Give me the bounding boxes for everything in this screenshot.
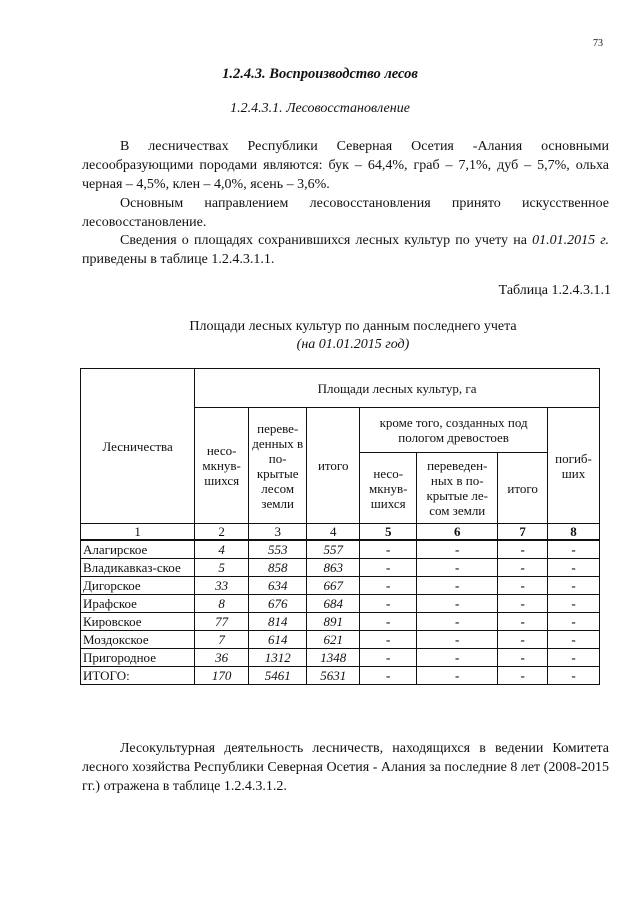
under-canopy-total-cell: - — [498, 595, 548, 613]
uncovered-cell: 5 — [195, 559, 249, 577]
table-row — [81, 540, 600, 559]
under-canopy-transferred-cell: - — [417, 631, 498, 649]
header-forestry: Лесничества — [81, 369, 195, 524]
paragraph-date: 01.01.2015 г. — [532, 233, 609, 248]
forestry-name-cell: Пригородное — [81, 649, 195, 667]
under-canopy-total-cell: - — [498, 540, 548, 559]
column-number-row — [81, 524, 600, 541]
under-canopy-uncovered-cell: - — [360, 631, 417, 649]
header-total: итого — [307, 408, 360, 524]
under-canopy-total-cell: - — [498, 577, 548, 595]
table-row — [81, 667, 600, 685]
transferred-cell: 5461 — [249, 667, 307, 685]
column-number: 6 — [417, 524, 498, 541]
table-label: Таблица 1.2.4.3.1.1 — [498, 283, 611, 298]
dead-cell: - — [548, 540, 600, 559]
paragraph-table-reference — [82, 231, 609, 269]
uncovered-cell: 33 — [195, 577, 249, 595]
dead-cell: - — [548, 559, 600, 577]
forestry-name-cell: ИТОГО: — [81, 667, 195, 685]
under-canopy-uncovered-cell: - — [360, 577, 417, 595]
transferred-cell: 553 — [249, 540, 307, 559]
table-row — [81, 613, 600, 631]
column-number: 3 — [249, 524, 307, 541]
total-cell: 684 — [307, 595, 360, 613]
under-canopy-uncovered-cell: - — [360, 613, 417, 631]
table-caption — [0, 318, 640, 354]
header-sub-uncovered: несо-мкнув-шихся — [360, 453, 417, 524]
table-row — [81, 595, 600, 613]
paragraph-activity-reference: Лесокультурная деятельность лесничеств, находящихся в ведении Комитета лесного хозяйства Республики Северная Осетия - Алания за последние 8 лет (2008-2015 гг.) отражена в таблице 1.2.4.3.1.2. — [82, 741, 609, 794]
table-row — [81, 559, 600, 577]
forestry-name-cell: Дигорское — [81, 577, 195, 595]
under-canopy-total-cell: - — [498, 613, 548, 631]
header-sub-total: итого — [498, 453, 548, 524]
subsection-title: 1.2.4.3.1. Лесовосстановление — [230, 101, 410, 116]
header-area: Площади лесных культур, га — [195, 369, 600, 408]
under-canopy-uncovered-cell: - — [360, 667, 417, 685]
uncovered-cell: 77 — [195, 613, 249, 631]
table-caption-title: Площади лесных культур по данным последнего учета — [189, 319, 517, 334]
under-canopy-uncovered-cell: - — [360, 540, 417, 559]
transferred-cell: 858 — [249, 559, 307, 577]
page-number: 73 — [593, 38, 603, 49]
total-cell: 1348 — [307, 649, 360, 667]
forestry-name-cell: Ирафское — [81, 595, 195, 613]
dead-cell: - — [548, 631, 600, 649]
column-number: 4 — [307, 524, 360, 541]
uncovered-cell: 36 — [195, 649, 249, 667]
total-cell: 891 — [307, 613, 360, 631]
dead-cell: - — [548, 577, 600, 595]
total-cell: 863 — [307, 559, 360, 577]
under-canopy-uncovered-cell: - — [360, 649, 417, 667]
uncovered-cell: 4 — [195, 540, 249, 559]
forestry-name-cell: Алагирское — [81, 540, 195, 559]
under-canopy-total-cell: - — [498, 667, 548, 685]
transferred-cell: 676 — [249, 595, 307, 613]
column-number: 2 — [195, 524, 249, 541]
under-canopy-total-cell: - — [498, 649, 548, 667]
total-cell: 5631 — [307, 667, 360, 685]
uncovered-cell: 7 — [195, 631, 249, 649]
total-cell: 621 — [307, 631, 360, 649]
forest-cultures-table — [80, 368, 600, 685]
header-sub-transferred: переведен-ных в по-крытые ле-сом земли — [417, 453, 498, 524]
under-canopy-transferred-cell: - — [417, 667, 498, 685]
header-uncovered: несо-мкнув-шихся — [195, 408, 249, 524]
table-row — [81, 649, 600, 667]
dead-cell: - — [548, 613, 600, 631]
under-canopy-uncovered-cell: - — [360, 595, 417, 613]
paragraph-text-end: приведены в таблице 1.2.4.3.1.1. — [82, 252, 275, 267]
under-canopy-transferred-cell: - — [417, 649, 498, 667]
uncovered-cell: 170 — [195, 667, 249, 685]
under-canopy-total-cell: - — [498, 559, 548, 577]
total-cell: 667 — [307, 577, 360, 595]
table-row — [81, 577, 600, 595]
transferred-cell: 614 — [249, 631, 307, 649]
column-number: 7 — [498, 524, 548, 541]
transferred-cell: 1312 — [249, 649, 307, 667]
paragraph-main-species: В лесничествах Республики Северная Осетия -Алания основными лесообразующими породами являются: бук – 64,4%, граб – 7,1%, дуб – 5,7%, ольха черная – 4,5%, клен – 4,0%, ясень – 3,6%. — [82, 139, 609, 192]
paragraph-text-start: Сведения о площадях сохранившихся лесных культур по учету на — [120, 233, 533, 248]
table-row — [81, 631, 600, 649]
under-canopy-uncovered-cell: - — [360, 559, 417, 577]
section-title: 1.2.4.3. Воспроизводство лесов — [222, 66, 418, 82]
transferred-cell: 814 — [249, 613, 307, 631]
forestry-name-cell: Моздокское — [81, 631, 195, 649]
under-canopy-transferred-cell: - — [417, 595, 498, 613]
under-canopy-transferred-cell: - — [417, 540, 498, 559]
under-canopy-transferred-cell: - — [417, 559, 498, 577]
column-number: 8 — [548, 524, 600, 541]
under-canopy-total-cell: - — [498, 631, 548, 649]
paragraph-restoration-method: Основным направлением лесовосстановления принято искусственное лесовосстановление. — [82, 196, 609, 230]
dead-cell: - — [548, 649, 600, 667]
table-caption-date: (на 01.01.2015 год) — [296, 337, 410, 352]
dead-cell: - — [548, 667, 600, 685]
forestry-name-cell: Владикавказ-ское — [81, 559, 195, 577]
column-number: 1 — [81, 524, 195, 541]
forestry-name-cell: Кировское — [81, 613, 195, 631]
uncovered-cell: 8 — [195, 595, 249, 613]
under-canopy-transferred-cell: - — [417, 613, 498, 631]
header-dead: погиб-ших — [548, 408, 600, 524]
header-under-canopy: кроме того, созданных под пологом древостоев — [360, 408, 548, 453]
dead-cell: - — [548, 595, 600, 613]
column-number: 5 — [360, 524, 417, 541]
header-transferred: переве-денных в по-крытые лесом земли — [249, 408, 307, 524]
total-cell: 557 — [307, 540, 360, 559]
transferred-cell: 634 — [249, 577, 307, 595]
under-canopy-transferred-cell: - — [417, 577, 498, 595]
